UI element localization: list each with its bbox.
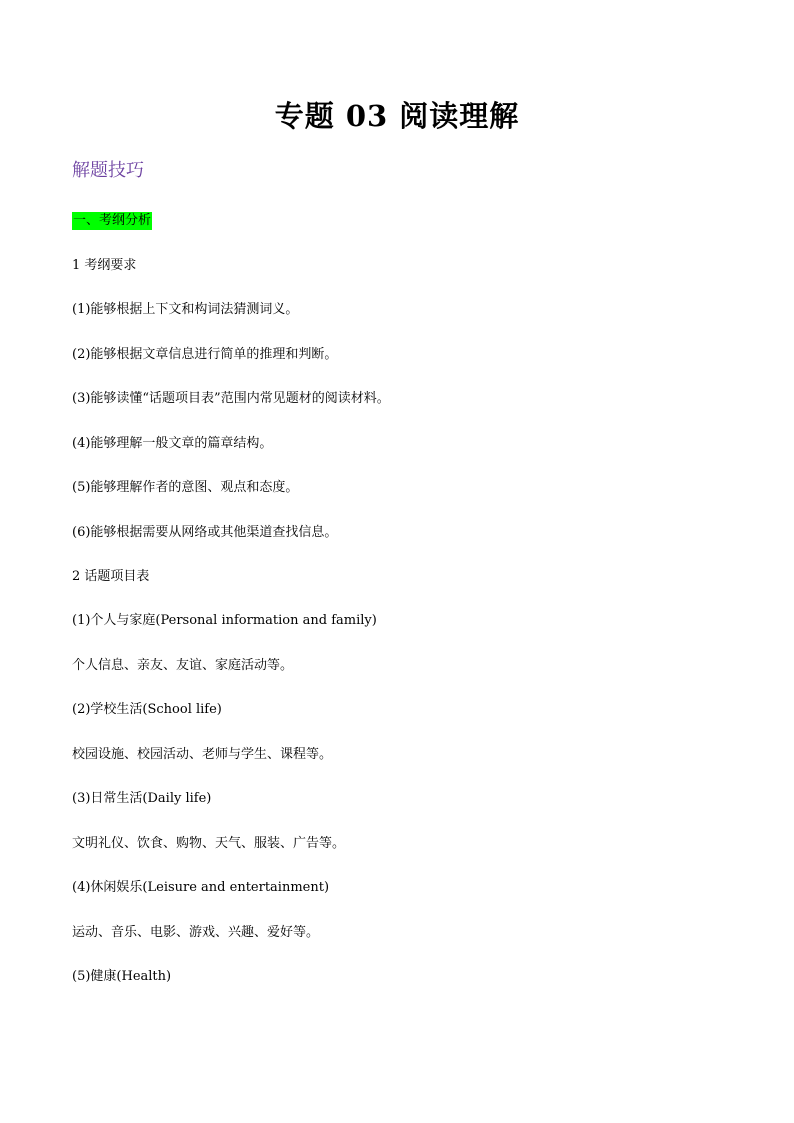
highlighted-heading: 一、考纲分析 — [73, 213, 152, 228]
text-line: 运动、音乐、电影、游戏、兴趣、爱好等。 — [72, 925, 320, 940]
text-line: (4)能够理解一般文章的篇章结构。 — [72, 436, 273, 451]
text-line: (1)能够根据上下文和构词法猜测词义。 — [72, 302, 299, 317]
text-line: 1 考纲要求 — [72, 258, 137, 273]
text-line: (2)学校生活(School life) — [72, 702, 222, 717]
text-line: 文明礼仪、饮食、购物、天气、服装、广告等。 — [72, 836, 346, 851]
text-line: 个人信息、亲友、友谊、家庭活动等。 — [72, 658, 294, 673]
text-line: 校园设施、校园活动、老师与学生、课程等。 — [72, 747, 333, 762]
text-line: (5)健康(Health) — [72, 969, 172, 984]
text-line: (4)休闲娱乐(Leisure and entertainment) — [72, 880, 330, 895]
text-line: (6)能够根据需要从网络或其他渠道查找信息。 — [72, 525, 338, 540]
text-line: (2)能够根据文章信息进行简单的推理和判断。 — [72, 347, 338, 362]
text-line: (3)日常生活(Daily life) — [72, 791, 212, 806]
document-title: 专题 03 阅读理解 — [274, 99, 520, 133]
text-line: (5)能够理解作者的意图、观点和态度。 — [72, 480, 299, 495]
text-line: (3)能够读懂“话题项目表”范围内常见题材的阅读材料。 — [72, 391, 390, 406]
text-line: 2 话题项目表 — [72, 569, 150, 584]
text-line: (1)个人与家庭(Personal information and family) — [72, 613, 377, 628]
section-heading: 解题技巧 — [72, 160, 144, 181]
